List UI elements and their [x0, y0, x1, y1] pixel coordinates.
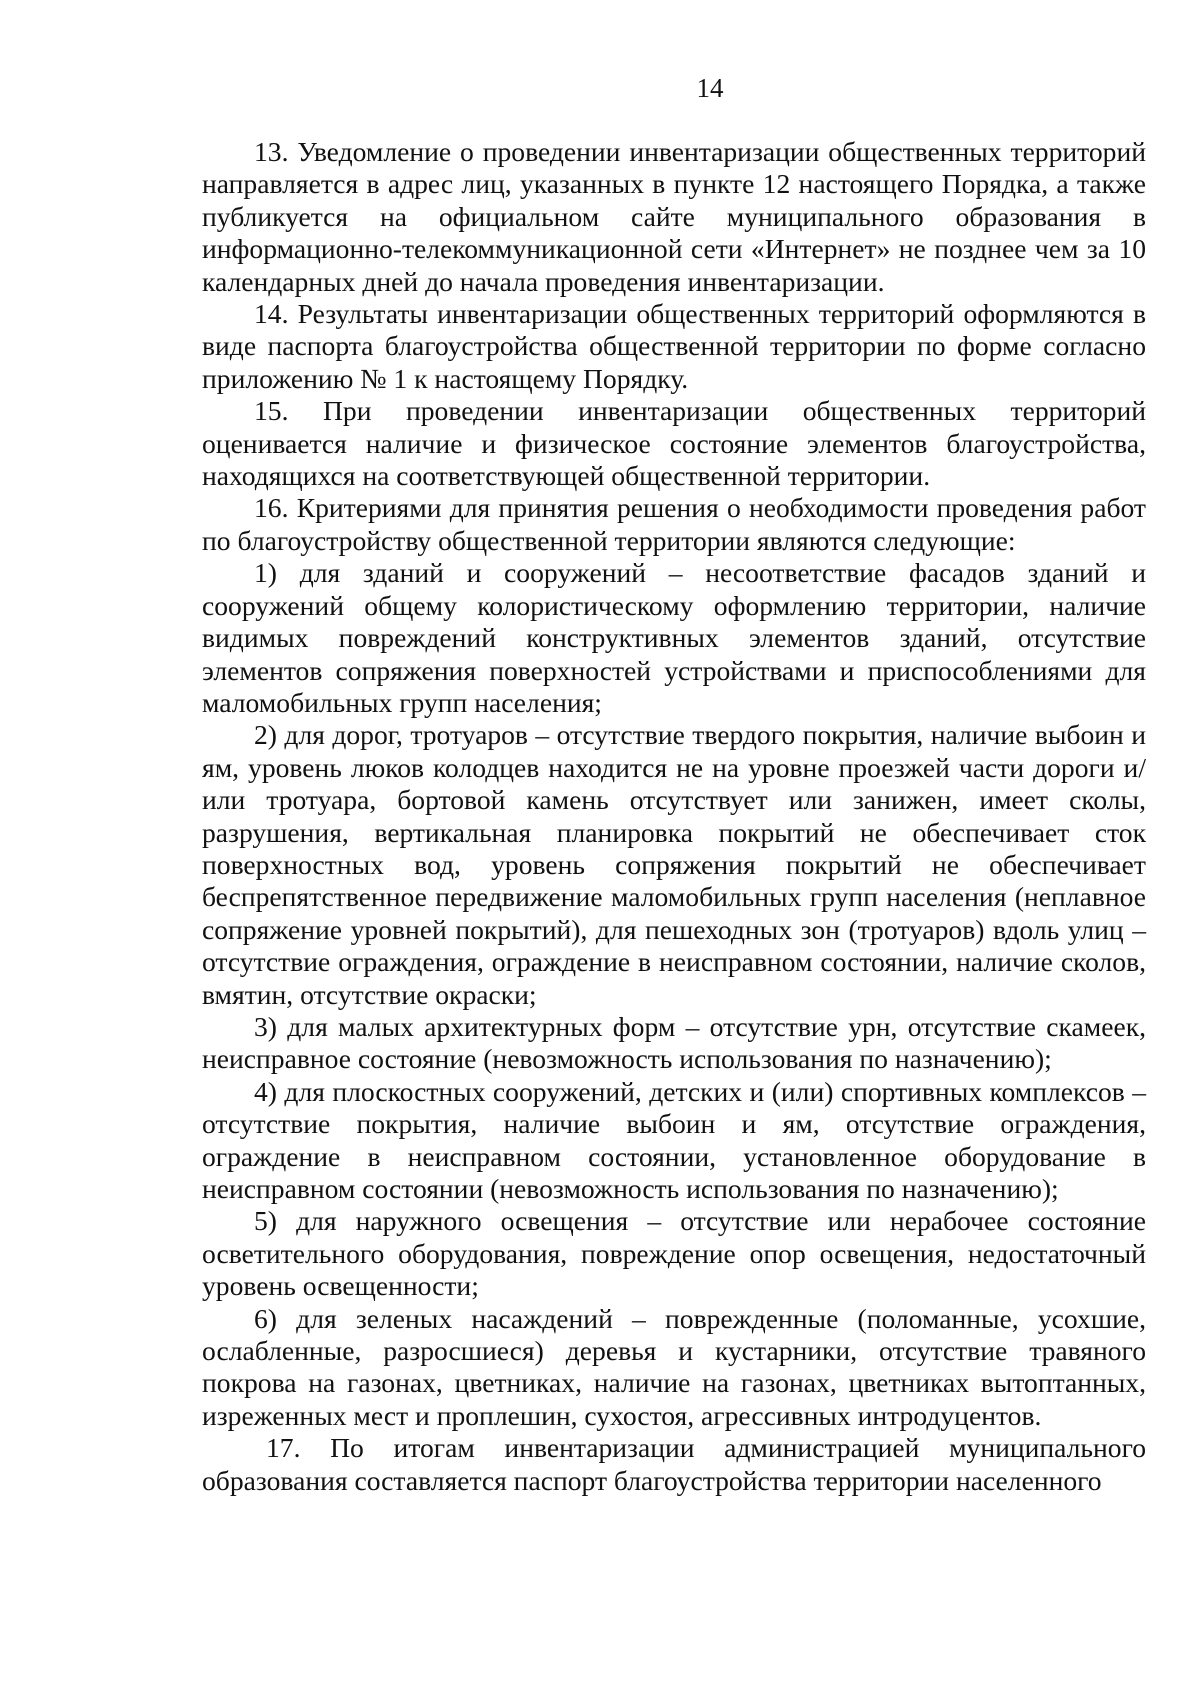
paragraph-15: 15. При проведении инвентаризации общественных территорий оценивается наличие и физическое состояние элементов благоустройства, находящихся на соответствующей общественной территории.	[202, 395, 1146, 492]
page-number: 14	[696, 73, 724, 103]
paragraph-13: 13. Уведомление о проведении инвентаризации общественных территорий направляется в адрес лиц, указанных в пункте 12 настоящего Порядка, а также публикуется на официальном сайте муниципального образования в информационно-телекоммуникационной сети «Интернет» не позднее чем за 10 календарных дней до начала проведения инвентаризации.	[202, 136, 1146, 297]
criterion-6-greenery: 6) для зеленых насаждений – поврежденные (поломанные, усохшие, ослабленные, разросшиеся) деревья и кустарники, отсутствие травяного покрова на газонах, цветниках, наличие на газонах, цветниках вытоптанных, изреженных мест и проплешин, сухостоя, агрессивных интродуцентов.	[202, 1302, 1146, 1431]
paragraph-16: 16. Критериями для принятия решения о необходимости проведения работ по благоустройству общественной территории являются следующие:	[202, 492, 1146, 556]
criterion-1-buildings: 1) для зданий и сооружений – несоответствие фасадов зданий и сооружений общему колористическому оформлению территории, наличие видимых повреждений конструктивных элементов зданий, отсутствие элементов сопряжения поверхностей устройствами и приспособлениями для маломобильных групп населения;	[202, 557, 1146, 718]
paragraph-14: 14. Результаты инвентаризации общественных территорий оформляются в виде паспорта благоустройства общественной территории по форме согласно приложению № 1 к настоящему Порядку.	[202, 298, 1146, 394]
criterion-5-lighting: 5) для наружного освещения – отсутствие или нерабочее состояние осветительного оборудования, повреждение опор освещения, недостаточный уровень освещенности;	[202, 1205, 1146, 1302]
criterion-2-roads: 2) для дорог, тротуаров – отсутствие твердого покрытия, наличие выбоин и ям, уровень люков колодцев находится не на уровне проезжей части дороги и/или тротуара, бортовой камень отсутствует или занижен, имеет сколы, разрушения, вертикальная планировка покрытий не обеспечивает сток поверхностных вод, уровень сопряжения покрытий не обеспечивает беспрепятственное передвижение маломобильных групп населения (неплавное сопряжение уровней покрытий), для пешеходных зон (тротуаров) вдоль улиц – отсутствие ограждения, ограждение в неисправном состоянии, наличие сколов, вмятин, отсутствие окраски;	[202, 719, 1146, 1010]
paragraph-17: 17. По итогам инвентаризации администрацией муниципального образования составляется паспорт благоустройства территории населенного	[202, 1432, 1146, 1496]
criterion-4-sports-grounds: 4) для плоскостных сооружений, детских и (или) спортивных комплексов – отсутствие покрытия, наличие выбоин и ям, отсутствие ограждения, ограждение в неисправном состоянии, установленное оборудование в неисправном состоянии (невозможность использования по назначению);	[202, 1075, 1146, 1204]
criterion-3-small-forms: 3) для малых архитектурных форм – отсутствие урн, отсутствие скамеек, неисправное состояние (невозможность использования по назначению);	[202, 1010, 1146, 1075]
document-body	[202, 136, 1146, 1497]
